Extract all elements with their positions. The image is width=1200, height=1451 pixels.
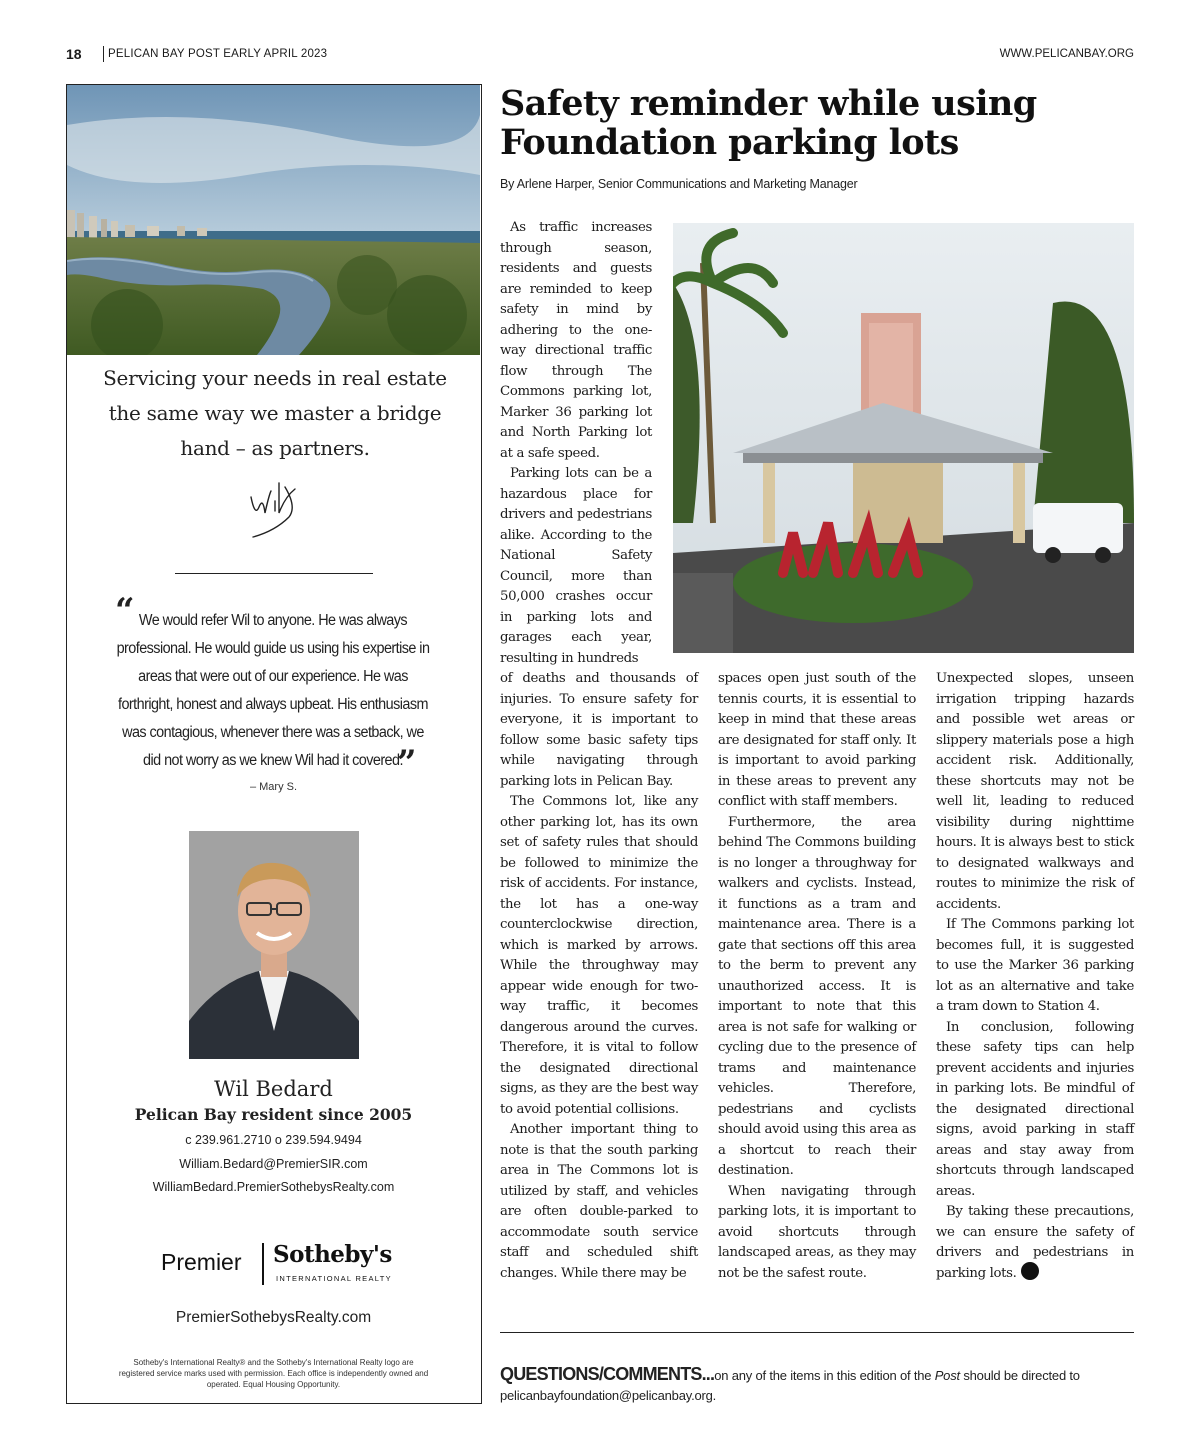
premier-logo-text: Premier xyxy=(161,1249,242,1275)
article-headline: Safety reminder while using Foundation parking lots xyxy=(500,83,1037,163)
questions-email-text: should be directed to pelicanbayfoundation@pelicanbay.org. xyxy=(500,1368,1080,1403)
end-of-story-icon xyxy=(1021,1262,1039,1280)
open-quote-icon: “ xyxy=(115,591,135,631)
company-website: PremierSothebysRealty.com xyxy=(175,1309,372,1326)
sothebys-logo-text: Sotheby's xyxy=(273,1241,392,1268)
testimonial-quote: We would refer Wil to anyone. He was always professional. He would guide us using his expertise in areas that were out of our experience. He was forthright, honest and always upbeat. His enthusiasm was contagious, whenever there was a setback, we did not worry as we knew Wil had it covered. xyxy=(116,612,430,769)
page-number: 18 xyxy=(66,46,82,62)
logo-divider xyxy=(262,1243,264,1285)
article-paragraph: spaces open just south of the tennis courts, it is essential to keep in mind that these areas are designated for staff only. It is important to avoid parking in these areas to prevent any conflict with staff members. xyxy=(718,671,916,809)
article-paragraph: If The Commons parking lot becomes full, it is suggested to use the Marker 36 parking lot as an alternative and take a tram down to Station 4. xyxy=(936,917,1134,1014)
article-byline: By Arlene Harper, Senior Communications and Marketing Manager xyxy=(500,177,858,191)
agent-email: William.Bedard@PremierSIR.com xyxy=(179,1157,368,1171)
real-estate-ad xyxy=(66,84,482,1404)
coastline-aerial-photo xyxy=(67,85,480,355)
article-column-2 xyxy=(718,669,916,1284)
article-divider xyxy=(500,1332,1134,1333)
agent-name: Wil Bedard xyxy=(214,1077,333,1101)
parking-lot-pavilion-photo xyxy=(673,223,1134,653)
article-paragraph xyxy=(936,1202,1134,1284)
questions-post-title: Post xyxy=(934,1368,960,1383)
article-column-3 xyxy=(936,669,1134,1284)
website-url: WWW.PELICANBAY.ORG xyxy=(999,48,1134,60)
questions-text: on any of the items in this edition of the xyxy=(714,1368,935,1383)
article-paragraph: Unexpected slopes, unseen irrigation tripping hazards and possible wet areas or slippery materials pose a high accident risk. Additionally, these shortcuts may not be well lit, leading to reduced visibility during nighttime hours. It is always best to stick to designated walkways and routes to minimize the risk of accidents. xyxy=(936,671,1134,912)
ad-tagline: Servicing your needs in real estate the same way we master a bridge hand – as partners. xyxy=(103,366,447,460)
article-paragraph: The Commons lot, like any other parking lot, has its own set of safety rules that should be followed to minimize the risk of accidents. For instance, the lot has a one-way counterclockwise direction, which is marked by arrows. While the throughway may appear wide enough for two-way traffic, it becomes dangerous around the curves. Therefore, it is vital to follow the designated directional signs, as they are the best way to avoid potential collisions. xyxy=(500,794,698,1117)
article-paragraph: As traffic increases through season, residents and guests are reminded to keep safety in mind by adhering to the one-way directional traffic flow through The Commons parking lot, Marker 36 parking lot and North Parking lot at a safe speed. xyxy=(500,220,652,461)
article-paragraph: of deaths and thousands of injuries. To ensure safety for everyone, it is important to follow some basic safety tips while navigating through parking lots in Pelican Bay. xyxy=(500,671,698,789)
signature-mark xyxy=(245,477,315,547)
ad-divider xyxy=(175,573,373,574)
agent-headshot xyxy=(189,831,359,1059)
close-quote-icon: ” xyxy=(397,743,417,783)
sothebys-logo-subtext: INTERNATIONAL REALTY xyxy=(276,1274,392,1283)
publication-title: PELICAN BAY POST EARLY APRIL 2023 xyxy=(103,46,327,62)
questions-heading: QUESTIONS/COMMENTS... xyxy=(500,1364,715,1384)
agent-website: WilliamBedard.PremierSothebysRealty.com xyxy=(152,1180,395,1194)
article-paragraph: Another important thing to note is that the south parking area in The Commons lot is utilized by staff, and vehicles are often double-parked to accommodate south service staff and scheduled shift changes. While there may be xyxy=(500,1122,698,1281)
article-paragraph: In conclusion, following these safety tips can help prevent accidents and injuries in parking lots. Be mindful of the designated directional signs, avoid parking in staff areas and stay away from shortcuts through landscaped areas. xyxy=(936,1019,1134,1199)
ad-legal-notice: Sotheby's International Realty® and the Sotheby's International Realty logo are registered service marks used with permission. Each office is independently owned and operated. Equal Housing Opportunity. xyxy=(118,1358,429,1389)
agent-subtitle: Pelican Bay resident since 2005 xyxy=(134,1105,413,1124)
agent-phones: c 239.961.2710 o 239.594.9494 xyxy=(185,1133,362,1147)
article-paragraph: Parking lots can be a hazardous place for drivers and pedestrians alike. According to the National Safety Council, more than 50,000 crashes occur in parking lots and garages each year, resulting in hundreds xyxy=(500,466,652,666)
article-column-1a xyxy=(500,218,652,669)
article-paragraph: Furthermore, the area behind The Commons building is no longer a throughway for walkers and cyclists. Instead, it functions as a tram and maintenance area. There is a gate that sections off this area to the berm to prevent any unauthorized access. It is important to note that this area is not safe for walking or cycling due to the presence of trams and maintenance vehicles. Therefore, pedestrians and cyclists should avoid using this area as a shortcut to reach their destination. xyxy=(718,814,916,1178)
article-column-1b xyxy=(500,669,698,1284)
testimonial-attribution: – Mary S. xyxy=(249,781,298,793)
questions-comments-note xyxy=(500,1364,1140,1406)
article-paragraph: When navigating through parking lots, it is important to avoid shortcuts through landscaped areas, as they may not be the safest route. xyxy=(718,1183,916,1281)
article-paragraph-text: By taking these precautions, we can ensure the safety of drivers and pedestrians in parking lots. xyxy=(936,1204,1134,1281)
